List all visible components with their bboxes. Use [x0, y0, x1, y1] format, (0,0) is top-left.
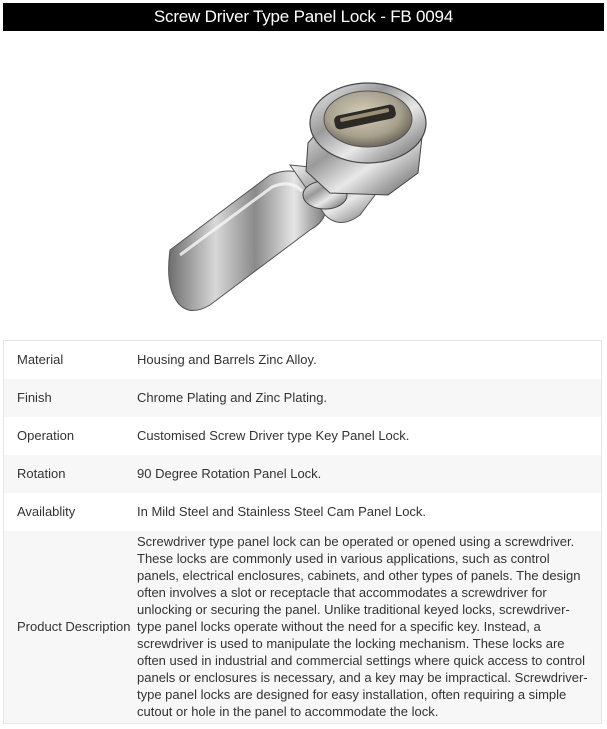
- spec-row-operation: [4, 417, 602, 455]
- spec-row-material: [4, 341, 602, 379]
- spec-label: Product Description: [4, 531, 137, 724]
- spec-label: Finish: [4, 379, 137, 417]
- page-title: Screw Driver Type Panel Lock - FB 0094: [3, 3, 604, 31]
- spec-row-rotation: [4, 455, 602, 493]
- spec-row-finish: [4, 379, 602, 417]
- spec-value: Chrome Plating and Zinc Plating.: [136, 379, 602, 417]
- spec-label: Material: [17, 352, 64, 368]
- panel-lock-product-image: [150, 55, 450, 320]
- spec-label: Rotation: [4, 455, 137, 493]
- spec-value: Housing and Barrels Zinc Alloy.: [137, 352, 317, 368]
- spec-row-product-description: [4, 531, 602, 724]
- spec-label: Availablity: [17, 504, 76, 519]
- spec-value: Customised Screw Driver type Key Panel Lock.: [137, 428, 410, 443]
- spec-value: 90 Degree Rotation Panel Lock.: [136, 455, 602, 493]
- spec-label: Operation: [17, 428, 75, 443]
- spec-value: Screwdriver type panel lock can be operated or opened using a screwdriver. These locks are commonly used in various applications, such as control panels, electrical enclosures, cabinets, and other types of panels. The design often involves a slot or receptacle that accommodates a screwdriver for unlocking or securing the panel. Unlike traditional keyed locks, screwdriver-type panel locks operate without the need for a specific key. Instead, a screwdriver is used to manipulate the locking mechanism. These locks are often used in industrial and commercial settings where quick access to control panels or enclosures is necessary, and a key may be impractical. Screwdriver-type panel locks are designed for easy installation, often requiring a simple cutout or hole in the panel to accommodate the lock.: [136, 531, 602, 724]
- spec-value: In Mild Steel and Stainless Steel Cam Panel Lock.: [137, 504, 427, 519]
- specification-table: [3, 340, 602, 724]
- spec-row-availability: [4, 493, 602, 531]
